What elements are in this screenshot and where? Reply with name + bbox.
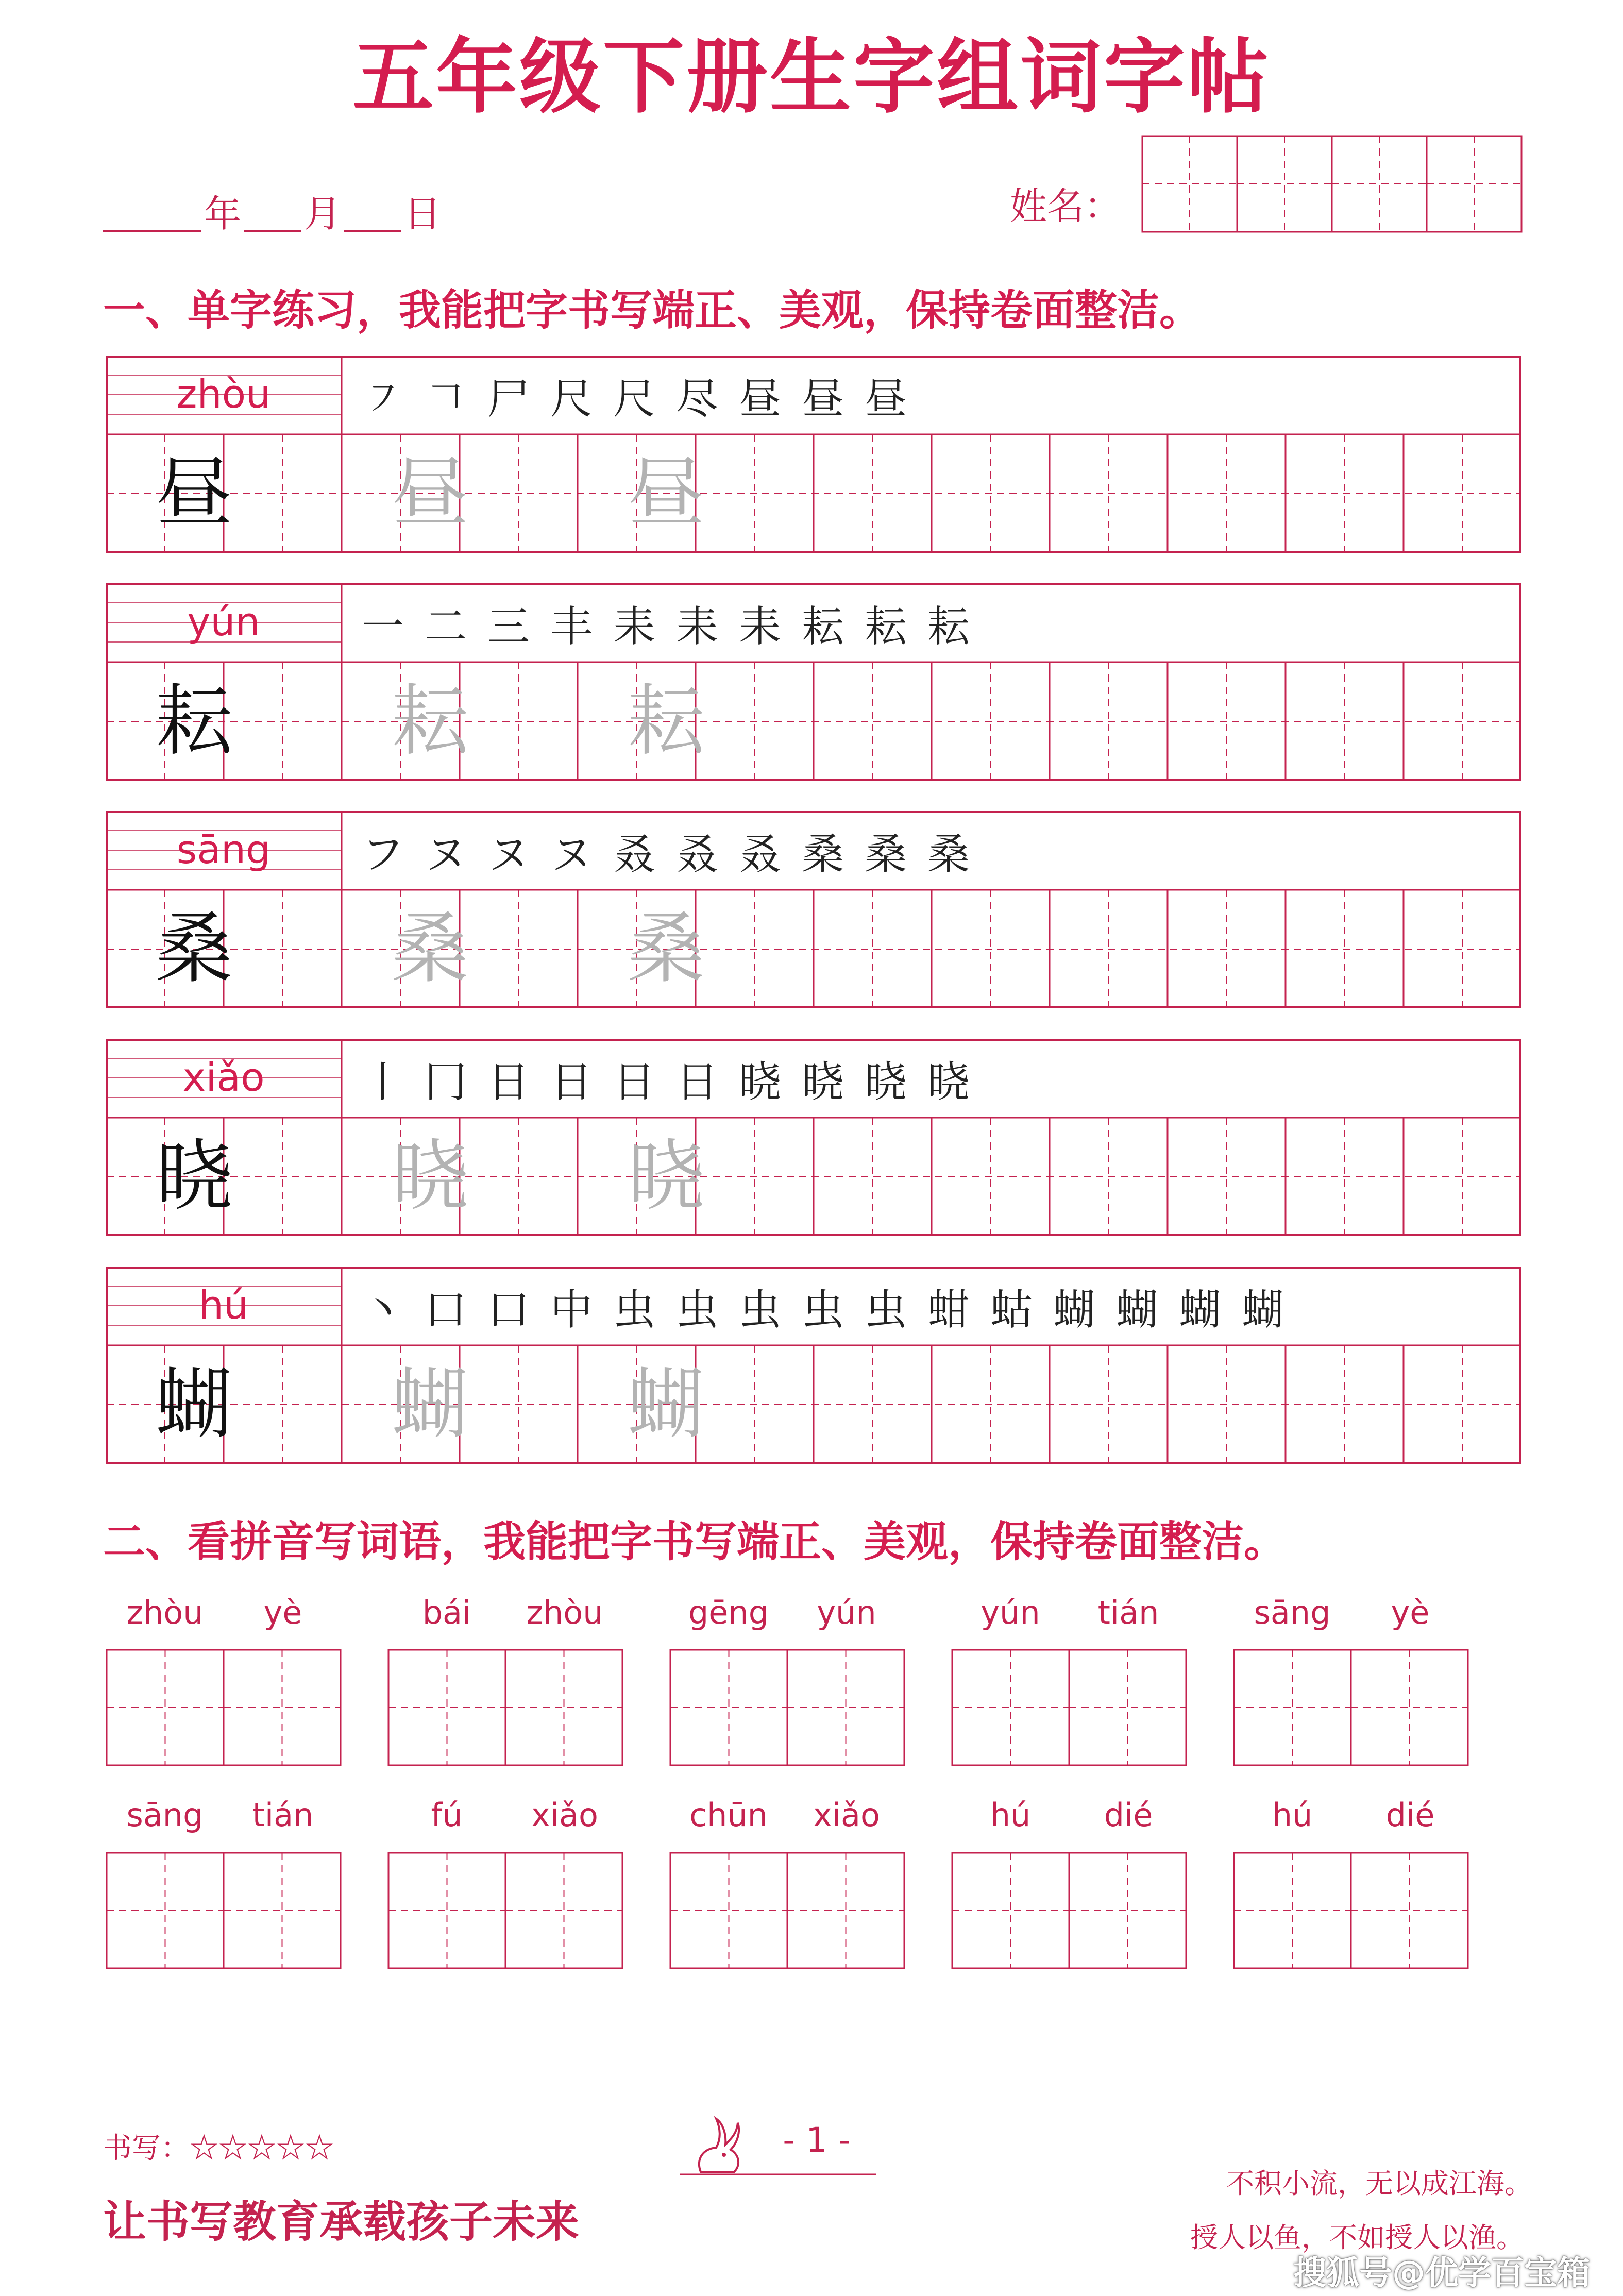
- word-pinyin: sāng: [1254, 1594, 1331, 1631]
- stroke-step: 叒: [613, 830, 655, 879]
- stroke-order: [352, 588, 1511, 661]
- word-item: [1233, 1590, 1469, 1766]
- word-item: [387, 1590, 623, 1766]
- stroke-step: 耒: [738, 602, 781, 651]
- word-writing-box[interactable]: [1233, 1649, 1469, 1766]
- stroke-step: 中: [550, 1286, 593, 1335]
- word-writing-box[interactable]: [1233, 1852, 1469, 1969]
- stroke-step: 二: [424, 602, 467, 651]
- stroke-step: 𠃍: [424, 375, 467, 424]
- slogan: 让书写教育承载孩子未来: [103, 2197, 580, 2247]
- word-pinyin: hú: [990, 1796, 1031, 1834]
- stroke-step: 蝴: [1178, 1286, 1221, 1335]
- word-pinyin: bái: [422, 1594, 471, 1631]
- stroke-step: 日: [613, 1058, 655, 1107]
- word-writing-box[interactable]: [106, 1649, 342, 1766]
- stroke-step: 桑: [927, 830, 970, 879]
- stroke-step: 叒: [738, 830, 781, 879]
- word-item: [106, 1590, 342, 1766]
- name-boxes[interactable]: [1141, 135, 1523, 233]
- stroke-step: 叒: [675, 830, 718, 879]
- stroke-order: [352, 1272, 1511, 1344]
- stroke-step: ヌ: [487, 830, 530, 879]
- stroke-step: ㇇: [361, 375, 404, 424]
- stroke-step: 桑: [801, 830, 844, 879]
- stroke-step: 丨: [361, 1058, 404, 1107]
- trace-character[interactable]: 昼: [627, 449, 705, 538]
- year-blank[interactable]: [103, 230, 201, 232]
- trace-character[interactable]: 晓: [627, 1132, 705, 1222]
- stroke-step: 晓: [801, 1058, 844, 1107]
- pinyin-label: zhòu: [176, 371, 271, 417]
- stroke-step: 蝴: [1115, 1286, 1158, 1335]
- word-pinyin: yún: [980, 1594, 1040, 1631]
- stroke-step: 蝴: [1053, 1286, 1095, 1335]
- pinyin-label: sāng: [176, 826, 271, 872]
- model-character: 桑: [155, 904, 233, 994]
- word-pinyin: zhòu: [126, 1594, 204, 1631]
- stroke-step: 一: [361, 602, 404, 651]
- word-pinyin: dié: [1385, 1796, 1435, 1834]
- stroke-step: 蝴: [1241, 1286, 1284, 1335]
- page-number: - 1 -: [783, 2120, 851, 2160]
- stroke-step: 晓: [864, 1058, 907, 1107]
- stroke-step: 耒: [613, 602, 655, 651]
- word-writing-box[interactable]: [387, 1649, 623, 1766]
- word-pinyin: xiǎo: [531, 1796, 598, 1834]
- word-item: [1233, 1792, 1469, 1969]
- stroke-step: 蛄: [990, 1286, 1033, 1335]
- word-pinyin: yè: [263, 1594, 302, 1631]
- stroke-step: 尸: [487, 375, 530, 424]
- stroke-step: 尺: [613, 375, 655, 424]
- word-pinyin: chūn: [689, 1796, 768, 1834]
- stroke-step: 虫: [675, 1286, 718, 1335]
- stroke-order: [352, 1044, 1511, 1116]
- day-blank[interactable]: [344, 230, 401, 232]
- word-writing-box[interactable]: [669, 1852, 905, 1969]
- word-pinyin: sāng: [126, 1796, 204, 1834]
- char-practice-row: [106, 811, 1521, 1008]
- day-label: 日: [404, 192, 442, 235]
- stroke-step: 虫: [613, 1286, 655, 1335]
- stroke-step: 口: [424, 1286, 467, 1335]
- word-writing-box[interactable]: [106, 1852, 342, 1969]
- stroke-step: 昼: [864, 375, 907, 424]
- stroke-order: [352, 816, 1511, 888]
- stroke-step: 虫: [864, 1286, 907, 1335]
- section-1-title: 一、单字练习，我能把字书写端正、美观，保持卷面整洁。: [103, 286, 1202, 335]
- word-pinyin: hú: [1272, 1796, 1313, 1834]
- stroke-step: 日: [487, 1058, 530, 1107]
- stroke-step: 虫: [738, 1286, 781, 1335]
- trace-character[interactable]: 晓: [391, 1132, 469, 1222]
- word-writing-box[interactable]: [387, 1852, 623, 1969]
- char-practice-row: [106, 1267, 1521, 1464]
- trace-character[interactable]: 昼: [391, 449, 469, 538]
- trace-character[interactable]: 桑: [627, 904, 705, 994]
- month-label: 月: [304, 192, 342, 235]
- word-pinyin: yè: [1391, 1594, 1430, 1631]
- trace-character[interactable]: 桑: [391, 904, 469, 994]
- trace-character[interactable]: 蝴: [391, 1360, 469, 1449]
- trace-character[interactable]: 耘: [391, 677, 469, 766]
- pinyin-label: hú: [198, 1282, 249, 1328]
- year-label: 年: [204, 192, 242, 235]
- watermark: 搜狐号@优学百宝箱: [1293, 2254, 1590, 2292]
- word-pinyin: zhòu: [526, 1594, 603, 1631]
- stroke-step: 耘: [927, 602, 970, 651]
- stroke-step: 晓: [738, 1058, 781, 1107]
- month-blank[interactable]: [244, 230, 301, 232]
- word-pinyin: fú: [431, 1796, 463, 1834]
- proverb-line-2: 授人以鱼，不如授人以渔。: [1190, 2221, 1524, 2254]
- char-practice-row: [106, 1039, 1521, 1236]
- stroke-step: 尽: [675, 375, 718, 424]
- word-pinyin: tián: [1097, 1594, 1159, 1631]
- word-writing-box[interactable]: [669, 1649, 905, 1766]
- stroke-step: 蚶: [927, 1286, 970, 1335]
- word-pinyin: gēng: [688, 1594, 769, 1631]
- stroke-step: 口: [487, 1286, 530, 1335]
- stroke-step: 丶: [361, 1286, 404, 1335]
- pinyin-label: xiǎo: [182, 1054, 265, 1100]
- stroke-order: [352, 361, 1511, 433]
- page-title: 五年级下册生字组词字帖: [352, 30, 1271, 125]
- stroke-step: 日: [675, 1058, 718, 1107]
- section-2-title: 二、看拼音写词语，我能把字书写端正、美观，保持卷面整洁。: [103, 1517, 1287, 1566]
- stroke-step: 冂: [424, 1058, 467, 1107]
- stroke-step: 晓: [927, 1058, 970, 1107]
- stroke-step: ヌ: [550, 830, 593, 879]
- word-item: [106, 1792, 342, 1969]
- model-character: 晓: [155, 1132, 233, 1222]
- trace-character[interactable]: 蝴: [627, 1360, 705, 1449]
- writing-rating: 书写：☆☆☆☆☆: [103, 2132, 334, 2165]
- char-practice-row: [106, 356, 1521, 553]
- word-item: [669, 1792, 905, 1969]
- stroke-step: 三: [487, 602, 530, 651]
- word-writing-box[interactable]: [951, 1649, 1187, 1766]
- word-pinyin: dié: [1104, 1796, 1153, 1834]
- stroke-step: 日: [550, 1058, 593, 1107]
- word-item: [669, 1590, 905, 1766]
- word-item: [951, 1590, 1187, 1766]
- stroke-step: 耘: [801, 602, 844, 651]
- trace-character[interactable]: 耘: [627, 677, 705, 766]
- model-character: 耘: [155, 677, 233, 766]
- model-character: 昼: [155, 449, 233, 538]
- word-item: [387, 1792, 623, 1969]
- stroke-step: ヌ: [424, 830, 467, 879]
- stroke-step: 耘: [864, 602, 907, 651]
- word-pinyin: yún: [817, 1594, 876, 1631]
- stroke-step: 昼: [738, 375, 781, 424]
- date-line: [103, 175, 618, 237]
- word-pinyin: xiǎo: [813, 1796, 880, 1834]
- word-pinyin: tián: [252, 1796, 314, 1834]
- word-writing-box[interactable]: [951, 1852, 1187, 1969]
- stroke-step: 虫: [801, 1286, 844, 1335]
- stroke-step: 桑: [864, 830, 907, 879]
- char-practice-row: [106, 583, 1521, 781]
- name-label: 姓名：: [1010, 184, 1122, 228]
- stroke-step: 尺: [550, 375, 593, 424]
- stroke-step: 丰: [550, 602, 593, 651]
- word-item: [951, 1792, 1187, 1969]
- stroke-step: フ: [361, 830, 404, 879]
- stroke-step: 昼: [801, 375, 844, 424]
- model-character: 蝴: [155, 1360, 233, 1449]
- pinyin-label: yún: [187, 599, 260, 645]
- stroke-step: 耒: [675, 602, 718, 651]
- proverb-line-1: 不积小流，无以成江海。: [1226, 2167, 1532, 2200]
